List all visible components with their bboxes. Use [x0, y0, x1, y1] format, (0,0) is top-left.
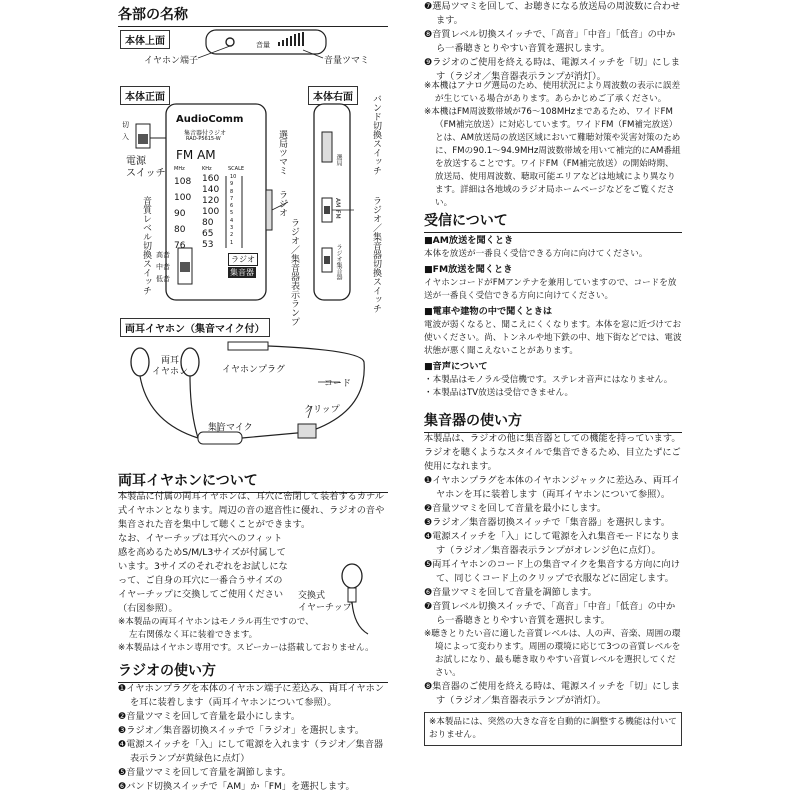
radio-word: ラジオ	[277, 190, 287, 217]
earphone-drawing	[118, 332, 388, 462]
hearing-step: ❹電源スイッチを「入」にして電源を入れ集音モードになります（ラジオ／集音器表示ランプがオレンジ色に点灯）。	[424, 531, 680, 556]
reception-body: 電波が弱くなると、聞こえにくくなります。本体を窓に近づけてお使いください。尚、トンネルや地下鉄の中、地下街などでは、電波状態が悪く聞こえないことがあります。	[424, 320, 682, 356]
reception-heading: ■AM放送を聞くとき	[424, 235, 514, 246]
fm-am-label: FM AM	[176, 148, 216, 162]
brand-logo: AudioComm	[176, 114, 244, 125]
am-scale-value: 53	[202, 240, 214, 250]
reception-body: イヤホンコードがFMアンテナを兼用していますので、コードを放送が一番良く受信できる方向に向けてください。	[424, 278, 677, 301]
radio-step: ❾ラジオのご使用を終える時は、電源スイッチを「切」にします（ラジオ／集音器表示ランプが消灯）。	[424, 57, 680, 82]
radio-step: ❷音量ツマミを回して音量を最小にします。	[118, 711, 301, 722]
fm-scale-value: 90	[174, 209, 186, 219]
hearing-callout-text: ※本製品には、突然の大きな音を自動的に調整する機能は付いておりません。	[429, 717, 677, 740]
parts-title: 各部の名称	[118, 0, 388, 27]
side-mark-radio: ラジオ	[335, 244, 342, 262]
scale-mark-value: 6	[230, 203, 234, 210]
scale-mark-value: 2	[230, 232, 234, 239]
hearing-step: ❼音質レベル切換スイッチで、「高音」「中音」「低音」の中から一番聴きとりやすい音質を選択します。	[424, 601, 676, 626]
radio-step: ❻バンド切換スイッチで「AM」か「FM」を選択します。	[118, 781, 355, 792]
fm-scale-value: 80	[174, 225, 186, 235]
earphones-section-title: 両耳イヤホンについて	[118, 466, 388, 493]
radio-section-title: ラジオの使い方	[118, 656, 388, 683]
scale-mark-value: 3	[230, 225, 234, 232]
reception-body: 本体を放送が一番良く受信できる方向に向けてください。	[424, 249, 648, 259]
quality-mid: 中音	[156, 263, 170, 271]
left-column	[118, 0, 388, 800]
clip-label: クリップ	[304, 405, 340, 415]
tip-label: 交換式 イヤーチップ	[298, 591, 352, 613]
quality-switch-label: 音質レベル切換スイッチ	[141, 196, 151, 295]
earphones-body-2: なお、イヤーチップは耳穴へのフィット感を高めるためS/M/L3サイズが付属しています。3サイズのそれぞれをお試しになって、ご自身の耳穴に一番合うサイズのイヤーチップに交換してご使用ください（右図参照）。	[118, 533, 288, 614]
scale-mark-value: 9	[230, 181, 234, 188]
radio-step: ❽音質レベル切換スイッチで、「高音」「中音」「低音」の中から一番聴きとりやすい音質を選択します。	[424, 29, 676, 54]
hearing-step: ❶イヤホンプラグを本体のイヤホンジャックに差込み、両耳イヤホンを耳に装着します（両耳イヤホンについて参照）。	[424, 475, 681, 500]
side-mark-tuning: 選局	[335, 154, 342, 166]
quality-low: 低音	[156, 275, 170, 283]
model-no: RAD-P5615-W	[186, 136, 221, 142]
radio-step: ❸ラジオ／集音器切換スイッチで「ラジオ」を選択します。	[118, 725, 365, 736]
radio-step: ❼選局ツマミを回して、お聴きになる放送局の周波数に合わせます。	[424, 1, 681, 26]
hearing-note: ※聴きとりたい音に適した音質レベルは、人の声、音楽、周囲の環境によって変わります。周囲の環境に応じて3つの音質レベルをお試しになり、最も聴き取りやすい音質レベルを選択してください。	[424, 629, 681, 678]
radio-step: ❹電源スイッチを「入」にして電源を入れます（ラジオ／集音器表示ランプが黄緑色に点灯）	[118, 739, 384, 764]
right-column	[424, 0, 682, 800]
scale-mark-value: 10	[230, 174, 237, 180]
mhz-label: MHz	[174, 166, 185, 172]
model-jp: 集音器付ラジオ	[184, 130, 227, 137]
khz-label: KHz	[202, 166, 212, 172]
earphones-note-1: ※本製品の両耳イヤホンはモノラル再生ですので、左右関係なく耳に装着できます。	[118, 617, 314, 640]
reception-heading: ■電車や建物の中で聞くときは	[424, 306, 553, 317]
top-view-drawing	[118, 24, 388, 74]
top-view-label: 本体上面	[120, 30, 170, 49]
scale-mark-value: 5	[230, 210, 234, 217]
am-scale-value: 140	[202, 185, 220, 195]
volume-mark: 音量	[256, 41, 270, 49]
tuning-knob-label: 選局ツマミ	[277, 130, 287, 175]
radio-step: ❶イヤホンプラグを本体のイヤホン端子に差込み、両耳イヤホンを耳に装着します（両耳イヤホンについて参照）。	[118, 683, 385, 708]
front-view-label: 本体正面	[120, 86, 170, 105]
hearing-callout	[424, 712, 682, 746]
radio-hearing-switch-label: ラジオ／集音器切換スイッチ	[371, 196, 381, 313]
on-label: 入	[122, 133, 129, 141]
right-view-label: 本体右面	[308, 86, 358, 105]
radio-step: ❺音量ツマミを回して音量を調節します。	[118, 767, 291, 778]
volume-knob-label: 音量ツマミ	[324, 56, 370, 66]
hearing-steps	[424, 474, 682, 628]
side-mark-am: AM	[334, 198, 341, 208]
earphones-body: 本製品に付属の両耳イヤホンは、耳穴に密閉して装着するカナル式イヤホンとなります。周辺の音の遮音性に優れ、ラジオの音や集音された音を集中して聴くことができます。	[118, 491, 385, 530]
reception-section-title: 受信について	[424, 206, 682, 233]
am-scale	[202, 174, 226, 251]
off-label: 切	[122, 121, 129, 129]
earphone-label: 両耳イヤホン（集音マイク付）	[120, 318, 270, 337]
plug-label: イヤホンプラグ	[222, 365, 286, 375]
am-scale-value: 65	[202, 229, 214, 239]
reception-heading: ■音声について	[424, 361, 488, 372]
scale-mark-value: 4	[230, 217, 234, 224]
radio-note: ※本機はFM周波数帯域が76〜108MHzまであるため、ワイドFM（FM補完放送）に対応しています。ワイドFM（FM補完放送）とは、AM放送局の放送区域において難聴対策や災害対策のために、FMの90.1〜94.9MHz周波数帯域を用いて補完的にAM番組を放送することです。ワイドFM（FM補完放送）の開始時期、放送局、使用周波数、聴取可能エリアなどは地域により異なります。詳細は各地域のラジオ局ホームページなどをご覧ください。	[424, 107, 681, 208]
reception-heading: ■FM放送を聞くとき	[424, 264, 513, 275]
scale-marks	[230, 174, 244, 247]
mic-label: 集音マイク	[208, 423, 253, 433]
scale-mark-value: 1	[230, 239, 234, 246]
am-scale-value: 80	[202, 218, 214, 228]
cord-label: コード	[324, 379, 352, 389]
reception-body: ・本製品はモノラル受信機です。ステレオ音声にはなりません。 ・本製品はTV放送は受信できません。	[424, 375, 673, 398]
earphones-label: 両耳 イヤホン	[152, 356, 189, 377]
quality-high: 高音	[156, 251, 170, 259]
am-scale-value: 160	[202, 174, 220, 184]
hearing-step-8: ❽集音器のご使用を終える時は、電源スイッチを「切」にします（ラジオ／集音器表示ランプが消灯）。	[424, 681, 680, 706]
fm-scale-value: 100	[174, 193, 192, 203]
earphones-note-2: ※本製品はイヤホン専用です。スピーカーは搭載しておりません。	[118, 643, 374, 653]
hearing-section-title: 集音器の使い方	[424, 406, 682, 433]
radio-notes	[424, 80, 682, 210]
fm-scale	[174, 174, 198, 254]
radio-steps	[118, 682, 388, 794]
band-switch-label: バンド切換スイッチ	[371, 94, 381, 175]
hearing-tag: 集音器	[230, 268, 254, 277]
scale-mark-value: 7	[230, 195, 234, 202]
radio-tag: ラジオ	[228, 253, 258, 266]
power-switch-label: 電源 スイッチ	[126, 156, 166, 179]
scale-label: SCALE	[228, 166, 245, 172]
fm-scale-value: 108	[174, 177, 192, 187]
am-scale-value: 120	[202, 196, 220, 206]
hearing-step: ❺両耳イヤホンのコード上の集音マイクを集音する方向に向けて、同じくコード上のクリップで衣服などに固定します。	[424, 559, 680, 584]
radio-steps-cont	[424, 0, 682, 84]
hearing-intro: 本製品は、ラジオの他に集音器としての機能を持っています。ラジオを聴くようなスタイルで集音できるため、目立たずにご使用になれます。	[424, 433, 681, 472]
hearing-step: ❻音量ツマミを回して音量を調節します。	[424, 587, 597, 598]
lamp-label: ラジオ／集音器表示ランプ	[289, 218, 299, 326]
side-mark-fm: FM	[334, 210, 341, 219]
radio-note: ※本機はアナログ選局のため、使用状況により周波数の表示に誤差が生じている場合があります。あらかじめご了承ください。	[424, 81, 681, 104]
hearing-step: ❷音量ツマミを回して音量を最小にします。	[424, 503, 607, 514]
am-scale-value: 100	[202, 207, 220, 217]
hearing-step: ❸ラジオ／集音器切換スイッチで「集音器」を選択します。	[424, 517, 671, 528]
scale-mark-value: 8	[230, 188, 234, 195]
reception-items	[424, 232, 682, 400]
fm-scale-value: 76	[174, 241, 186, 251]
side-mark-hearing: 集音器	[335, 262, 342, 280]
hearing-body	[424, 432, 682, 746]
earphone-jack-label: イヤホン端子	[144, 56, 199, 66]
